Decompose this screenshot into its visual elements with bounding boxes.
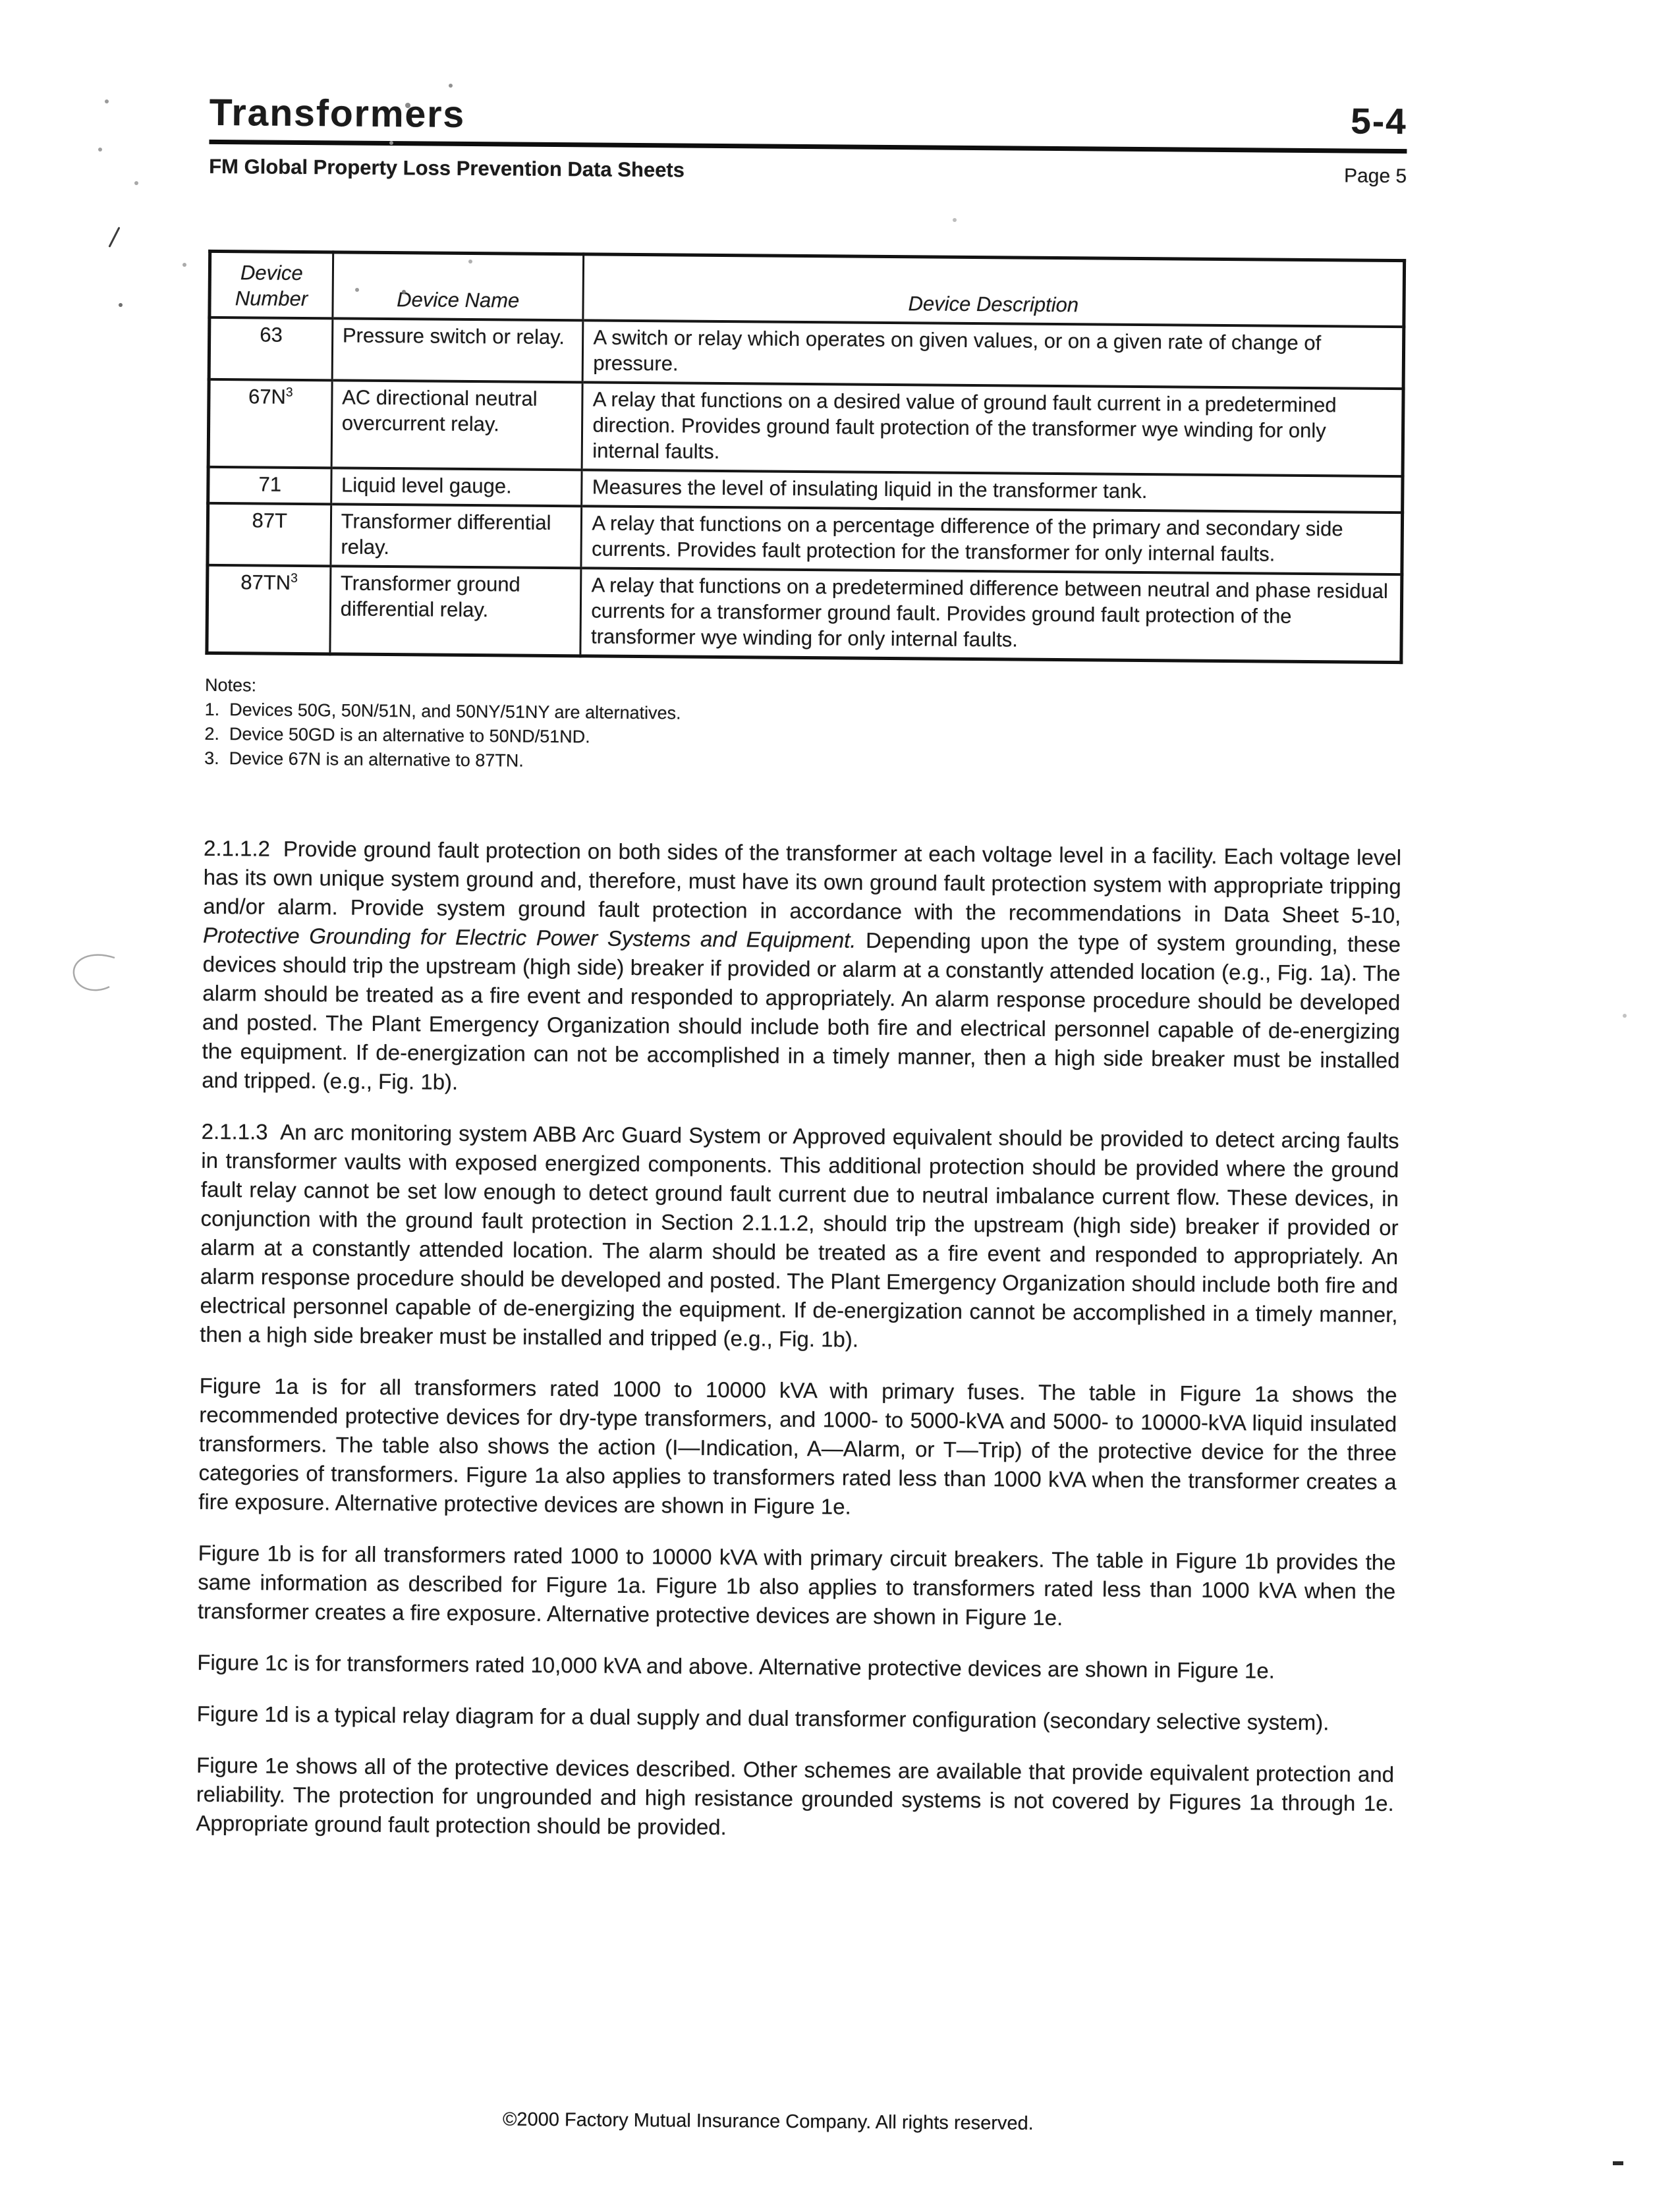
device-description-cell: A switch or relay which operates on given values, or on a given rate of change of pressure. [583, 320, 1404, 389]
col-header-device-description: Device Description [583, 254, 1404, 327]
page-number-label: Page 5 [1343, 165, 1407, 188]
document-title: Transformers [209, 91, 466, 136]
device-name-cell: Transformer ground differential relay. [330, 566, 582, 655]
copyright-footer: ©2000 Factory Mutual Insurance Company. All rights reserved. [502, 2109, 1034, 2134]
note-item: 3. Device 67N is an alternative to 87TN. [204, 748, 524, 771]
table-row [207, 565, 1402, 663]
device-description-cell: Measures the level of insulating liquid in the transformer tank. [582, 470, 1403, 512]
note-item: 1. Devices 50G, 50N/51N, and 50NY/51NY are alternatives. [204, 699, 681, 723]
device-name-cell: Liquid level gauge. [331, 468, 582, 506]
document-subtitle: FM Global Property Loss Prevention Data Sheets [209, 154, 685, 182]
paragraph: Figure 1e shows all of the protective devices described. Other schemes are available that provide equivalent protection and reliability. The protection for ungrounded and high resistance grounded systems is not covered by Figures 1a through 1e. Appropriate ground fault protection should be provided. [196, 1752, 1395, 1840]
device-number-cell: $87TN^3$ [207, 565, 331, 654]
paragraph: Figure 1d is a typical relay diagram for a dual supply and dual transformer configuration (secondary selective system). [196, 1701, 1330, 1735]
paragraph: 2.1.1.2 Provide ground fault protection on both sides of the transformer at each voltage level in a facility. Each voltage level has its own unique system ground and, therefore, must have its own ground fault protection system with appropriate tripping and/or alarm. Provide system ground fault protection in accordance with the recommendations in Data Sheet 5-10, Protective Grounding for Electric Power Systems and Equipment. Depending upon the type of system grounding, these devices should trip the upstream (high side) breaker if provided or alarm at a constantly attended location (e.g., Fig. 1a). The alarm should be treated as a fire event and responded to appropriately. An alarm response procedure should be developed and posted. The Plant Emergency Organization should include both fire and electrical personnel capable of de-energizing the equipment. If de-energization can not be accomplished in a timely manner, then a high side breaker must be installed and tripped. (e.g., Fig. 1b). [202, 835, 1402, 1094]
col-header-device-name: Device Name [333, 252, 584, 320]
paragraph: 2.1.1.3 An arc monitoring system ABB Arc Guard System or Approved equivalent should be provided to detect arcing faults in transformer vaults with exposed energized components. This additional protection should be provided where the ground fault relay cannot be set low enough to detect ground fault current due to neutral imbalance current flow. These devices, in conjunction with the ground fault protection in Section 2.1.1.2, should trip the upstream (high side) breaker if provided or alarm at a constantly attended location. The alarm should be treated as a fire event and responded to appropriately. An alarm response procedure should be developed and posted. The Plant Emergency Organization should include both fire and electrical personnel capable of de-energizing the equipment. If de-energization cannot be accomplished in a timely manner, then a high side breaker must be installed and tripped (e.g., Fig. 1b). [200, 1119, 1399, 1352]
notes-section [204, 673, 1403, 780]
table-row [209, 318, 1404, 389]
device-name-cell: AC directional neutral overcurrent relay. [331, 380, 583, 470]
notes-title: Notes: [204, 675, 257, 696]
scan-edge-artifact [1613, 2161, 1623, 2165]
table-row [208, 379, 1403, 476]
page-header [210, 91, 1407, 144]
scan-curl-artifact [69, 949, 121, 1004]
notes-list [204, 698, 1403, 780]
page-content [196, 91, 1407, 1869]
device-number-cell: 71 [208, 467, 331, 504]
paragraph: Figure 1a is for all transformers rated 1000 to 10000 kVA with primary fuses. The table in Figure 1a shows the recommended protective devices for dry-type transformers, and 1000- to 5000-kVA and 5000- to 10000-kVA liquid insulated transformers. The table also shows the action (I—Indication, A—Alarm, or T—Trip) of the protective device for the three categories of transformers. Figure 1a also applies to transformers rated less than 1000 kVA when the transformer creates a fire exposure. Alternative protective devices are shown in Figure 1e. [198, 1373, 1397, 1519]
scan-speck-artifacts [0, 0, 3, 3]
device-number-cell: 63 [209, 318, 332, 380]
paragraph: Figure 1b is for all transformers rated 1000 to 10000 kVA with primary circuit breakers. The table in Figure 1b provides the same information as described for Figure 1a. Figure 1b also applies to transformers rated less than 1000 kVA when the transformer creates a fire exposure. Alternative protective devices are shown in Figure 1e. [197, 1540, 1396, 1630]
table-row [208, 503, 1403, 574]
device-description-cell: A relay that functions on a desired value of ground fault current in a predetermined direction. Provides ground fault protection of the transformer wye winding for only internal faults. [582, 382, 1404, 476]
device-table-head [210, 251, 1405, 327]
note-item: 2. Device 50GD is an alternative to 50ND/51ND. [204, 723, 590, 747]
protective-device-table [205, 250, 1406, 664]
device-description-cell: A relay that functions on a predetermined difference between neutral and phase residual currents for a transformer ground fault. Provides ground fault protection of the transformer wye winding for only internal faults. [580, 568, 1402, 662]
body-paragraphs [196, 834, 1401, 1847]
page-subheader [209, 155, 1407, 188]
col-header-device-number: Device Number [210, 251, 333, 318]
device-description-cell: A relay that functions on a percentage difference of the primary and secondary side currents. Provides fault protection for the transformer for only internal faults. [581, 506, 1402, 574]
data-sheet-number: 5-4 [1351, 100, 1408, 142]
device-name-cell: Transformer differential relay. [331, 504, 582, 568]
device-name-cell: Pressure switch or relay. [332, 318, 583, 382]
device-number-cell: $67N^3$ [208, 379, 332, 468]
device-table-body [207, 318, 1404, 663]
device-number-cell: 87T [208, 503, 331, 566]
table-header-row [210, 251, 1405, 327]
paragraph: Figure 1c is for transformers rated 10,000 kVA and above. Alternative protective devices are shown in Figure 1e. [197, 1649, 1275, 1683]
